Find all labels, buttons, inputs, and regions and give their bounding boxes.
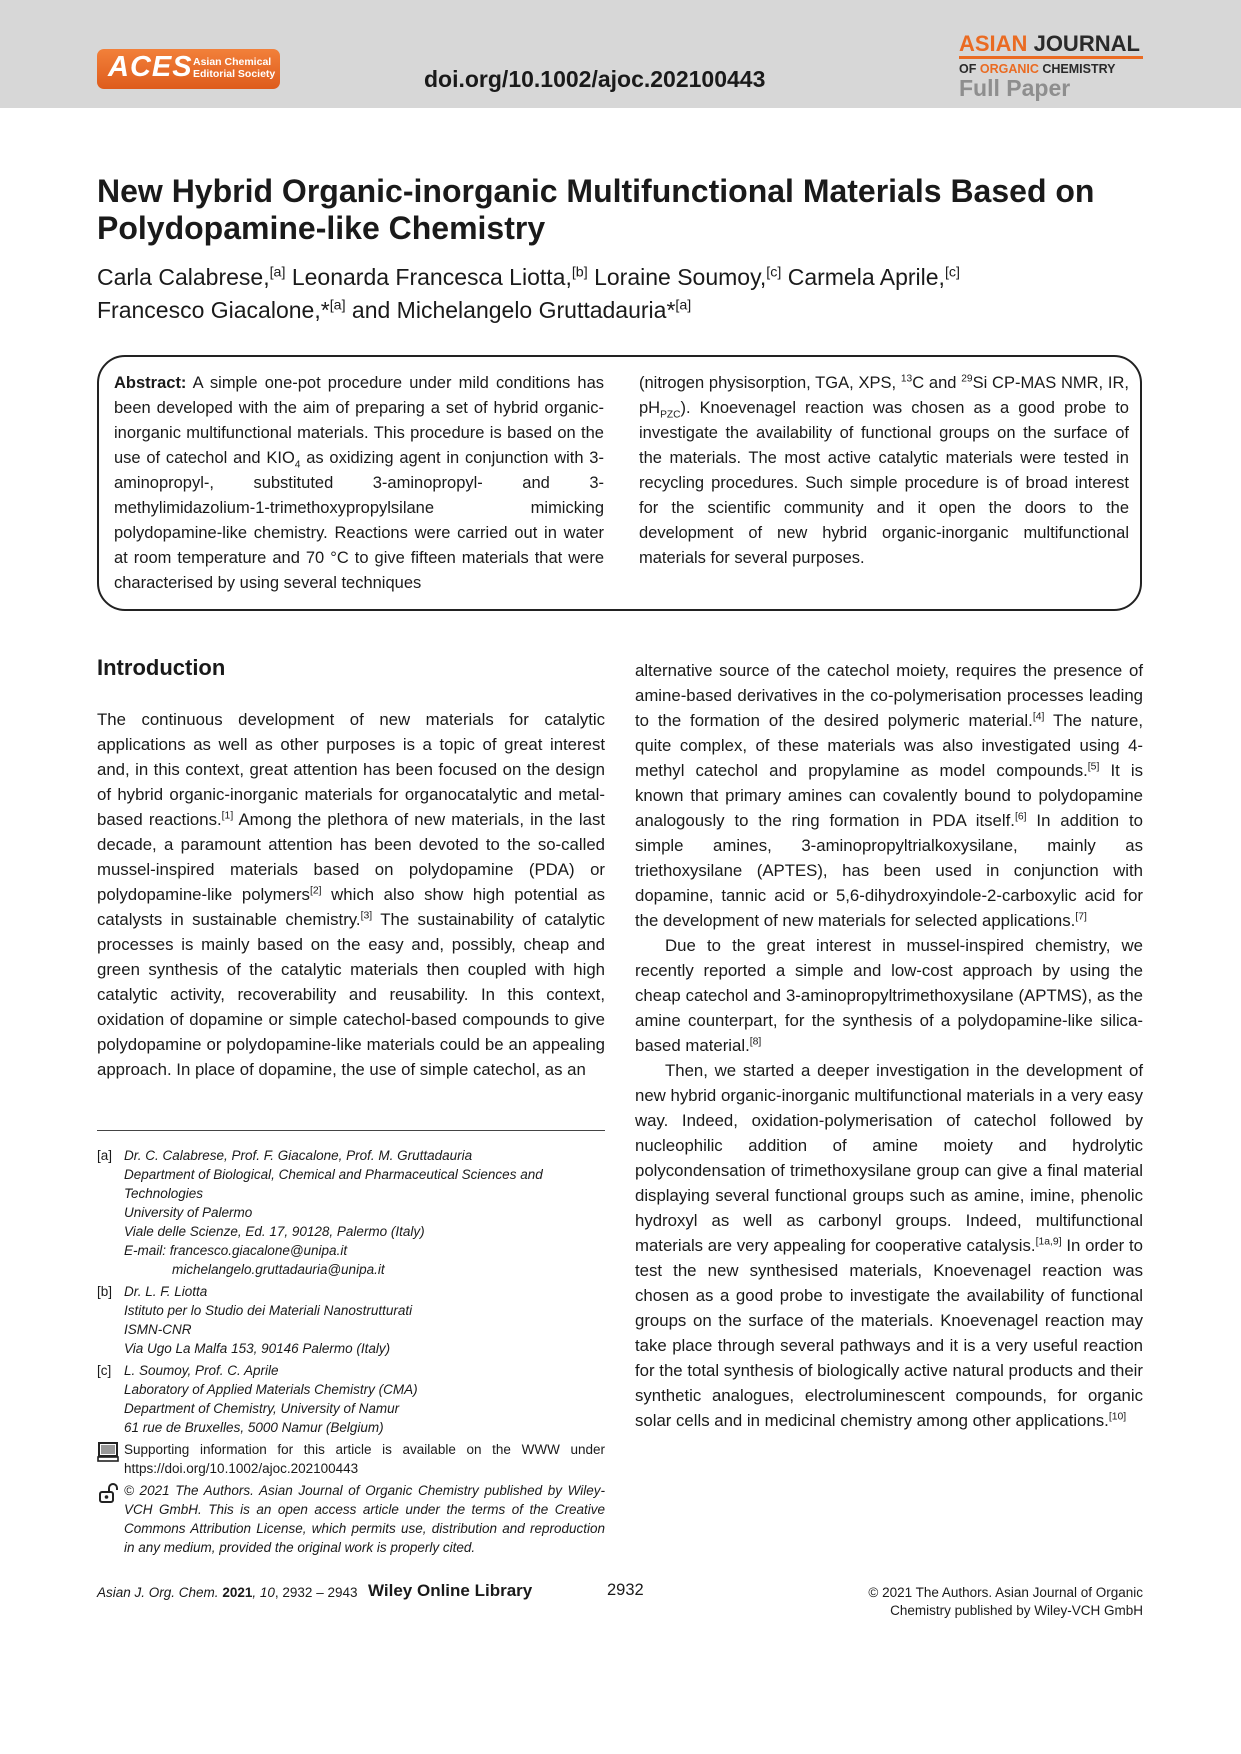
affiliation-c: [c] L. Soumoy, Prof. C. Aprile Laboratory of Applied Materials Chemistry (CMA) Department of Chemistry, University of Namur 61 rue de Bruxelles, 5000 Namur (Belgium) (97, 1363, 418, 1435)
ref-link[interactable]: [5] (1087, 761, 1100, 773)
affiliation-b: [b] Dr. L. F. Liotta Istituto per lo Studio dei Materiali Nanostrutturati ISMN-CNR Via Ugo La Malfa 153, 90146 Palermo (Italy) (97, 1284, 413, 1356)
footnote-divider (97, 1130, 605, 1131)
email-link[interactable]: E-mail: francesco.giacalone@unipa.it (124, 1243, 348, 1258)
computer-icon (97, 1441, 119, 1463)
abstract-left-column: Abstract: A simple one-pot procedure under mild conditions has been developed with the aim of preparing a set of hybrid organic-inorganic multifunctional materials. This procedure is based on the use of catechol and $KIO_4$ as oxidizing agent in conjunction with 3-aminopropyl-, substituted 3-aminopropyl- and 3-methylimidazolium-1-trimethoxypropylsilane mimicking polydopamine-like chemistry. Reactions were carried out in water at room temperature and 70 °C to give fifteen materials that were characterised by using several techniques (114, 374, 604, 592)
ref-link[interactable]: [4] (1032, 711, 1045, 723)
ref-link[interactable]: [8] (749, 1036, 762, 1048)
affiliations (97, 1146, 605, 1557)
body-right-column: alternative source of the catechol moiety, requires the presence of amine-based derivatives in the co-polymerisation processes leading to the formation of the desired polymeric material.[4] The nature, quite complex, of these materials was also investigated using 4-methyl catechol and propylamine as model compounds.[5] It is known that primary amines can covalently bound to polydopamine analogously to the ring formation in PDA itself.[6] In addition to simple amines, 3-aminopropyltrialkoxysilane, mainly as triethoxysilane (APTES), has been used in conjunction with dopamine, tannic acid or 5,6-dihydroxyindole-2-carboxylic acid for the development of new materials for selected applications.[7] Due to the great interest in mussel-inspired chemistry, we recently reported a simple and low-cost approach by using the cheap catechol and 3-aminopropyltrimethoxysilane (APTMS), as the amine counterpart, for the synthesis of a polydopamine-like silica-based material.[8] Then, we started a deeper investigation in the development of new hybrid organic-inorganic multifunctional materials in a very easy way. Indeed, oxidation-polymerisation of catechol followed by nucleophilic addition of amine moiety and hydrolytic polycondensation of trimethoxysilane group can give a final material displaying several functional groups such as amine, imine, phenolic hydroxyl as well as carbonyl groups. Indeed, multifunctional materials are very appealing for cooperative catalysis.[1a,9] In order to test the new synthesised materials, Knoevenagel reaction was chosen as a good probe to investigate the availability of functional groups on the surface of the materials. Knoevenagel reaction may take place through several pathways and it is a very useful reaction for the total synthesis of biologically active natural products and their synthetic analogues, electroluminescent compounds, for organic solar cells and in medicinal chemistry among other applications.[10] (635, 661, 1143, 1430)
ref-link[interactable]: [1a,9] (1035, 1236, 1062, 1248)
aces-logo[interactable] (97, 49, 280, 89)
author-list: Carla Calabrese,[a] Leonarda Francesca Liotta,[b] Loraine Soumoy,[c] Carmela Aprile,[c] Francesco Giacalone,*[a] and Michelangelo Gruttadauria*[a] (97, 264, 960, 323)
section-heading-introduction: Introduction (97, 655, 226, 680)
ref-link[interactable]: [2] (309, 885, 322, 897)
page-number: 2932 (607, 1581, 644, 1599)
body-left-column: The continuous development of new materials for catalytic applications as well as other purposes is a topic of great interest and, in this context, great attention has been focused on the design of hybrid organic-inorganic materials for organocatalytic and metal-based reactions.[1] Among the plethora of new materials, in the last decade, a paramount attention has been devoted to the so-called mussel-inspired materials based on polydopamine (PDA) or polydopamine-like polymers[2] which also show high potential as catalysts in sustainable chemistry.[3] The sustainability of catalytic processes is mainly based on the easy and, possibly, cheap and green synthesis of the catalytic materials then coupled with high catalytic activity, recoverability and reusability. In this context, oxidation of dopamine or simple catechol-based compounds to give polydopamine or polydopamine-like materials could be an appealing approach. In place of dopamine, the use of simple catechol, as an (97, 710, 606, 1079)
aces-logo-subtitle: Asian Chemical Editorial Society (193, 56, 276, 80)
doi-link[interactable]: doi.org/10.1002/ajoc.202100443 (424, 66, 766, 92)
aces-logo-text: ACES (108, 51, 193, 83)
article-type: Full Paper (959, 75, 1071, 101)
ref-link[interactable]: [7] (1075, 911, 1087, 923)
ref-link[interactable]: [3] (360, 910, 373, 922)
email-link[interactable]: michelangelo.gruttadauria@unipa.it (172, 1262, 385, 1277)
ref-link[interactable]: [6] (1014, 811, 1027, 823)
journal-header (0, 0, 1241, 108)
citation: Asian J. Org. Chem. 2021, 10, 2932 – 2943 (97, 1585, 358, 1600)
journal-logo: ASIAN JOURNAL OF ORGANIC CHEMISTRY Full Paper (959, 32, 1143, 100)
supporting-info-link[interactable]: Supporting information for this article is available on the WWW under https://doi.org/10.1002/ajoc.202100443 (124, 1442, 605, 1476)
wiley-online-library-logo[interactable]: Wiley Online Library (368, 1581, 533, 1600)
abstract-box (97, 355, 1142, 611)
abstract-right-column: (nitrogen physisorption, TGA, XPS, $^{13}$C and $^{29}$Si CP-MAS NMR, IR, $pH_{PZC}$). Knoevenagel reaction was chosen as a good probe to investigate the availability of functional groups on the surface of the materials. The most active catalytic materials were tested in recycling procedures. Such simple procedure is of broad interest for the scientific community and it open the doors to the development of new hybrid organic-inorganic multifunctional materials for several purposes. (639, 373, 1129, 567)
supporting-info-note (97, 1440, 605, 1478)
article-title: New Hybrid Organic-inorganic Multifunctional Materials Based on Polydopamine-like Chemistry (97, 173, 1095, 246)
open-access-license: © 2021 The Authors. Asian Journal of Organic Chemistry published by Wiley-VCH GmbH. This is an open access article under the terms of the Creative Commons Attribution License, which permits use, distribution and reproduction in any medium, provided the original work is properly cited. (97, 1481, 605, 1557)
copyright-notice: © 2021 The Authors. Asian Journal of Organic Chemistry published by Wiley-VCH GmbH (868, 1585, 1143, 1618)
ref-link[interactable]: [10] (1108, 1411, 1127, 1423)
open-access-lock-icon (97, 1482, 119, 1504)
affiliation-a: [a] Dr. C. Calabrese, Prof. F. Giacalone, Prof. M. Gruttadauria Department of Biological, Chemical and Pharmaceutical Sciences and Technologies University of Palermo Viale delle Scienze, Ed. 17, 90128, Palermo (Italy) E-mail: francesco.giacalone@unipa.it michelangelo.gruttadauria@unipa.it (97, 1146, 605, 1279)
ref-link[interactable]: [1] (221, 810, 234, 822)
